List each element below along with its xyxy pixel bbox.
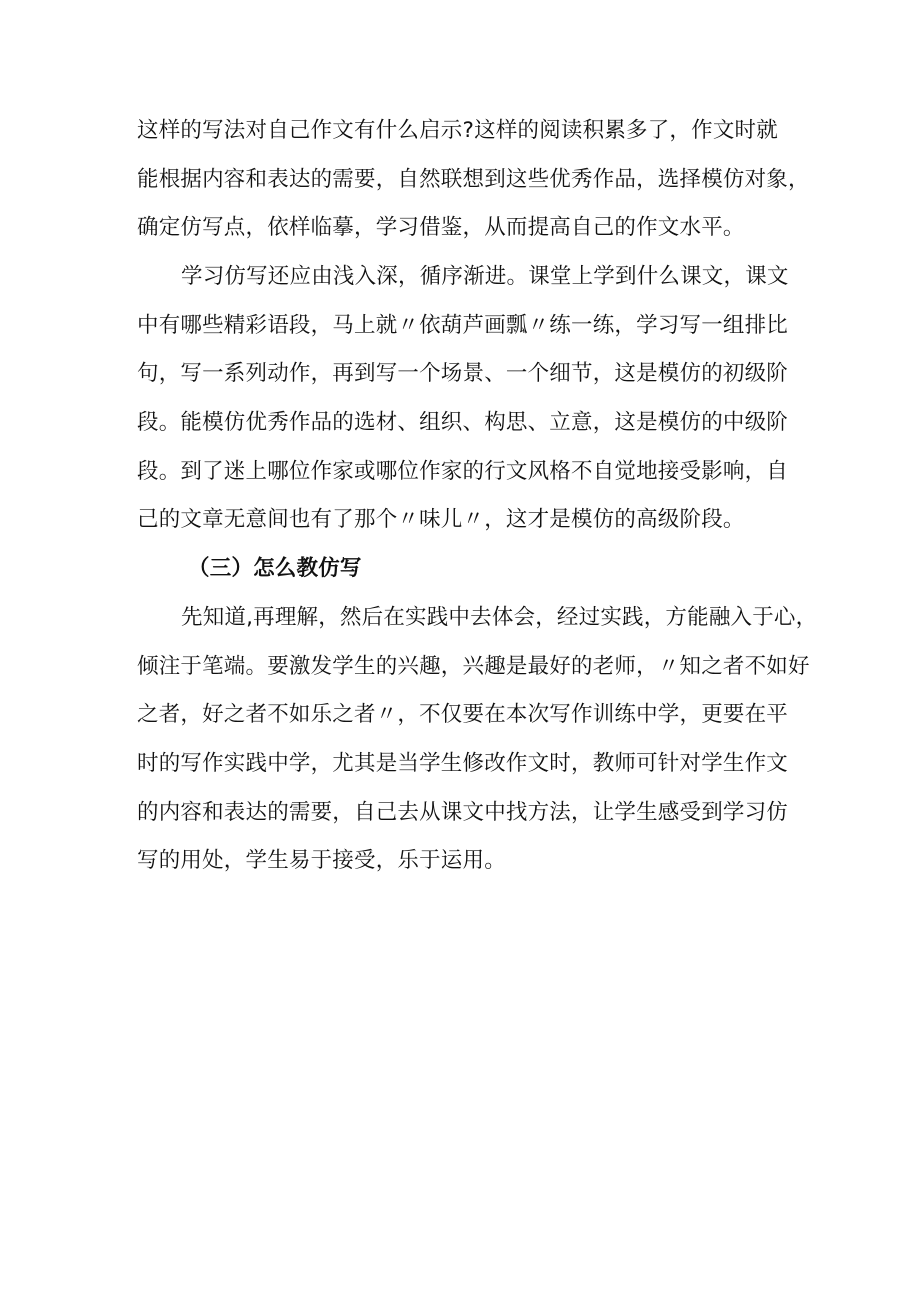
paragraph-line: 能根据内容和表达的需要，自然联想到这些优秀作品，选择模仿对象， (137, 166, 810, 192)
section-heading: （三）怎么教仿写 (188, 556, 362, 581)
paragraph-line: 确定仿写点，依样临摹，学习借鉴，从而提高自己的作文水平。 (137, 215, 745, 241)
paragraph-line: 学习仿写还应由浅入深，循序渐进。课堂上学到什么课文，课文 (181, 264, 789, 289)
paragraph-line: 写的用处，学生易于接受，乐于运用。 (137, 848, 506, 874)
paragraph-continuation (137, 107, 810, 253)
paragraph-line: 时的写作实践中学，尤其是当学生修改作文时，教师可针对学生作文 (137, 751, 789, 777)
paragraph-imitation-progression (137, 253, 787, 545)
paragraph-how-to-teach (137, 594, 818, 886)
paragraph-line: 这样的写法对自己作文有什么启示?这样的阅读积累多了，作文时就 (137, 118, 778, 143)
paragraph-line: 段。到了迷上哪位作家或哪位作家的行文风格不自觉地接受影响，自 (137, 458, 789, 484)
paragraph-line: 中有哪些精彩语段，马上就〃依葫芦画瓢〃练一练，学习写一组排比 (137, 312, 789, 338)
section-heading-block (137, 545, 787, 594)
paragraph-line: 的内容和表达的需要，自己去从课文中找方法，让学生感受到学习仿 (137, 799, 789, 825)
paragraph-line: 倾注于笔端。要激发学生的兴趣，兴趣是最好的老师，〃知之者不如好 (137, 653, 810, 679)
paragraph-line: 句，写一系列动作，再到写一个场景、一个细节，这是模仿的初级阶 (137, 361, 789, 387)
paragraph-line: 段。能模仿优秀作品的选材、组织、构思、立意，这是模仿的中级阶 (137, 410, 789, 436)
paragraph-line: 之者，好之者不如乐之者〃，不仅要在本次写作训练中学，更要在平 (137, 702, 789, 728)
paragraph-line: 己的文章无意间也有了那个〃味儿〃，这才是模仿的高级阶段。 (137, 507, 745, 533)
paragraph-line: 先知道,再理解，然后在实践中去体会，经过实践，方能融入于心， (181, 605, 818, 630)
